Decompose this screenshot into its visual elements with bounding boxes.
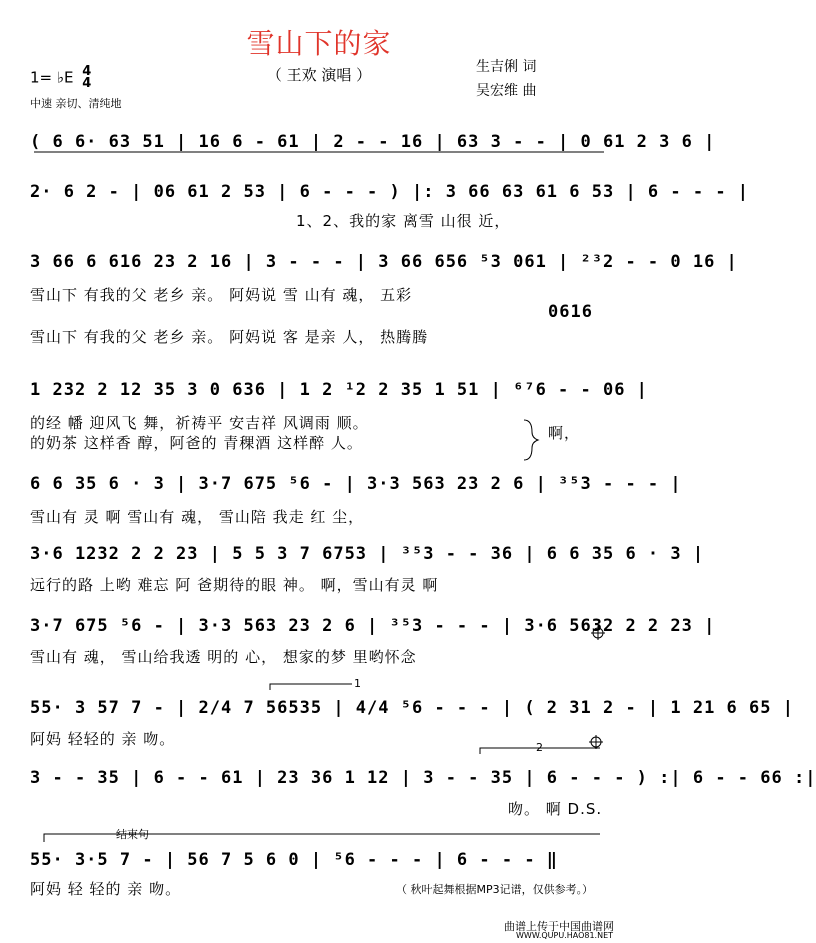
notation-row-7: 3·7 675 ⁵6 - | 3·3 563 23 2 6 | ³⁵3 - - - | 3·6 5632 2 2 23 | bbox=[30, 616, 716, 636]
extra-notation-row-3: 0616 bbox=[548, 302, 593, 322]
notation-row-6: 3·6 1232 2 2 23 | 5 5 3 7 6753 | ³⁵3 - - 36 | 6 6 35 6 · 3 | bbox=[30, 544, 705, 564]
watermark-text: 曲谱上传于中国曲谱网 bbox=[504, 920, 614, 933]
key-text: 1= ♭E bbox=[30, 68, 74, 87]
ending-label: 结束句 bbox=[116, 828, 149, 841]
notation-row-4: 1 232 2 12 35 3 0 636 | 1 2 ¹2 2 35 1 51 | ⁶⁷6 - - 06 | bbox=[30, 380, 648, 400]
lyrics-row-7-line-1: 雪山有 魂， 雪山给我透 明的 心， 想家的梦 里哟怀念 bbox=[30, 648, 417, 666]
time-top: 4 bbox=[82, 64, 92, 79]
singer-credit: （ 王欢 演唱 ） bbox=[266, 66, 372, 84]
notation-row-1: ( 6 6· 63 51 | 16 6 - 61 | 2 - - 16 | 63 3 - - | 0 61 2 3 6 | bbox=[30, 132, 716, 152]
extra-lyrics-row-4: 啊， bbox=[548, 424, 581, 442]
notation-row-10: 55· 3·5 7 - | 56 7 5 6 0 | ⁵6 - - - | 6 - - - ‖ bbox=[30, 850, 559, 870]
lyrics-row-10-line-1: 阿妈 轻 轻的 亲 吻。 bbox=[30, 880, 182, 898]
notation-row-9: 3 - - 35 | 6 - - 61 | 23 36 1 12 | 3 - - 35 | 6 - - - ) :| 6 - - 66 :| bbox=[30, 768, 816, 788]
lyrics-row-8-line-1: 阿妈 轻轻的 亲 吻。 bbox=[30, 730, 176, 748]
song-title: 雪山下的家 bbox=[246, 27, 392, 60]
time-bottom: 4 bbox=[82, 76, 92, 91]
notation-row-8: 55· 3 57 7 - | 2/4 7 56535 | 4/4 ⁵6 - - - | ( 2 31 2 - | 1 21 6 65 | bbox=[30, 698, 794, 718]
tempo-marking: 中速 亲切、清纯地 bbox=[30, 97, 122, 110]
notation-row-2: 2· 6 2 - | 06 61 2 53 | 6 - - - ) |: 3 66 63 61 6 53 | 6 - - - | bbox=[30, 182, 750, 202]
lyrics-row-4-line-1: 的经 幡 迎风飞 舞，祈祷平 安吉祥 风调雨 顺。 bbox=[30, 414, 369, 432]
transcription-note: （ 秋叶起舞根据MP3记谱，仅供参考。） bbox=[396, 883, 594, 896]
watermark-url: WWW.QUPU.HAO81.NET bbox=[516, 931, 614, 940]
lyrics-row-3-line-2: 雪山下 有我的父 老乡 亲。 阿妈说 客 是亲 人， 热腾腾 bbox=[30, 328, 429, 346]
composer-credit: 吴宏维 曲 bbox=[476, 83, 537, 99]
lyrics-row-3-line-1: 雪山下 有我的父 老乡 亲。 阿妈说 雪 山有 魂， 五彩 bbox=[30, 286, 413, 304]
volta-2-label: 2 bbox=[536, 741, 543, 754]
lyrics-row-2-line-1: 1、2、我的家 离雪 山很 近， bbox=[296, 212, 511, 230]
lyrics-row-6-line-1: 远行的路 上哟 难忘 阿 爸期待的眼 神。 啊，雪山有灵 啊 bbox=[30, 576, 439, 594]
volta-1-label: 1 bbox=[354, 677, 361, 690]
notation-row-3: 3 66 6 616 23 2 16 | 3 - - - | 3 66 656 ⁵3 061 | ²³2 - - 0 16 | bbox=[30, 252, 738, 272]
notation-row-5: 6 6 35 6 · 3 | 3·7 675 ⁵6 - | 3·3 563 23 2 6 | ³⁵3 - - - | bbox=[30, 474, 682, 494]
lyrics-row-9-line-1: 吻。 啊 D.S. bbox=[508, 800, 603, 818]
lyricist-credit: 生吉俐 词 bbox=[476, 59, 537, 75]
lyrics-row-5-line-1: 雪山有 灵 啊 雪山有 魂， 雪山陪 我走 红 尘， bbox=[30, 508, 365, 526]
lyrics-row-4-line-2: 的奶茶 这样香 醇，阿爸的 青稞酒 这样醉 人。 bbox=[30, 434, 363, 452]
